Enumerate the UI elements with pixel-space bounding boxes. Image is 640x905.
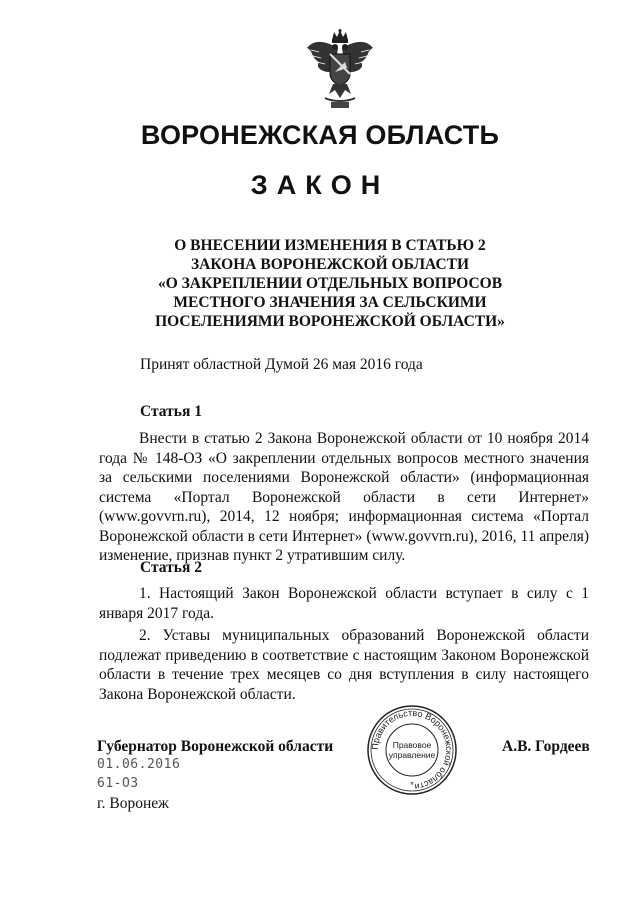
governor-title: Губернатор Воронежской области (97, 738, 334, 755)
law-title-line: ЗАКОНА ВОРОНЕЖСКОЙ ОБЛАСТИ (190, 256, 470, 273)
law-title-line: О ВНЕСЕНИИ ИЗМЕНЕНИЯ В СТАТЬЮ 2 (174, 237, 486, 254)
law-title (80, 236, 580, 331)
region-name-heading: ВОРОНЕЖСКАЯ ОБЛАСТЬ (140, 120, 500, 150)
law-title-line: «О ЗАКРЕПЛЕНИИ ОТДЕЛЬНЫХ ВОПРОСОВ (157, 275, 503, 292)
article-2-paragraph-2: 2. Уставы муниципальных образований Воронежской области подлежат приведению в соответствие с настоящим Законом Воронежской области в течение трех месяцев со дня вступления в силу настоящего Закона Воронежской области. (99, 627, 589, 703)
seal-center-line-2: управление (388, 750, 436, 760)
city-line: г. Воронеж (97, 795, 169, 812)
date-stamp: 01.06.2016 (97, 757, 181, 772)
law-title-line: ПОСЕЛЕНИЯМИ ВОРОНЕЖСКОЙ ОБЛАСТИ» (155, 313, 505, 330)
official-seal-stamp (366, 704, 458, 796)
seal-ring-text: Правительство Воронежской области (369, 707, 455, 792)
article-2-heading: Статья 2 (140, 559, 202, 576)
law-title-line: МЕСТНОГО ЗНАЧЕНИЯ ЗА СЕЛЬСКИМИ (173, 294, 487, 311)
signatory-name: А.В. Гордеев (502, 738, 590, 755)
seal-star-icon: * (410, 780, 414, 790)
article-1-text: Внести в статью 2 Закона Воронежской области от 10 ноября 2014 года № 148-ОЗ «О закреплении отдельных вопросов местного значения за сельскими поселениями Воронежской области» (информационная система «Портал Воронежской области в сети Интернет» (www.govvrn.ru), 2014, 12 ноября; информационная система «Портал Воронежской области в сети Интернет» (www.govvrn.ru), 2016, 11 апреля) изменение, признав пункт 2 утратившим силу. (99, 430, 589, 564)
article-1-heading: Статья 1 (140, 403, 202, 420)
document-type-heading: ЗАКОН (250, 170, 390, 200)
seal-center-line-1: Правовое (392, 740, 432, 750)
adoption-line: Принят областной Думой 26 мая 2016 года (140, 356, 423, 373)
law-number-stamp: 61-ОЗ (97, 776, 139, 791)
coat-of-arms-emblem (305, 28, 375, 114)
article-2-paragraph-1: 1. Настоящий Закон Воронежской области вступает в силу с 1 января 2017 года. (99, 585, 589, 622)
